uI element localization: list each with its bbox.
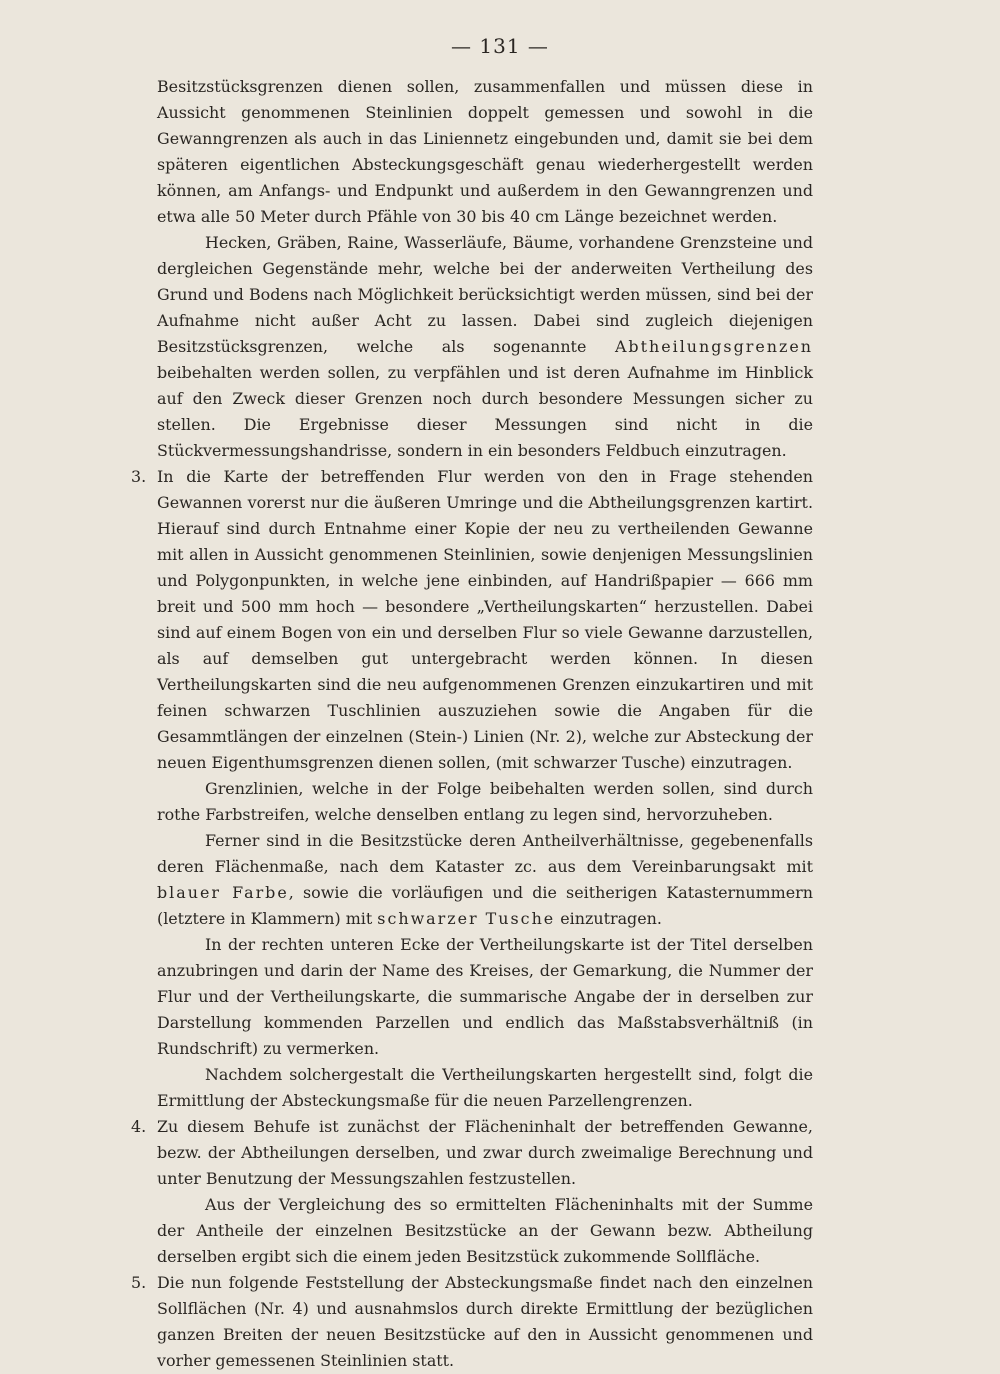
paragraph: Grenzlinien, welche in der Folge beibehalten werden sollen, sind durch rothe Farbstreifen, welche denselben entlang zu legen sind, hervorzuheben. <box>157 779 813 824</box>
list-item <box>131 1270 813 1374</box>
list-item-text: Zu diesem Behufe ist zunächst der Flächeninhalt der betreffenden Gewanne, bezw. der Abtheilungen derselben, und zwar durch zweimalige Berechnung und unter Benutzung der Messungszahlen festzustellen. <box>157 1117 813 1188</box>
paragraph: Ferner sind in die Besitzstücke deren Antheilverhältnisse, gegebenenfalls deren Flächenmaße, nach dem Kataster zc. aus dem Vereinbarungsakt mit blauer Farbe, sowie die vorläufigen und die seitherigen Katasternummern (letztere in Klammern) mit schwarzer Tusche einzutragen. <box>157 831 813 928</box>
list-item <box>131 464 813 776</box>
list-item-text: In die Karte der betreffenden Flur werden von den in Frage stehenden Gewannen vorerst nur die äußeren Umringe und die Abtheilungsgrenzen kartirt. Hierauf sind durch Entnahme einer Kopie der neu zu vertheilenden Gewanne mit allen in Aussicht genommenen Steinlinien, sowie denjenigen Messungslinien und Polygonpunkten, in welche jene einbinden, auf Handrißpapier — 666 mm breit und 500 mm hoch — besondere „Vertheilungskarten“ herzustellen. Dabei sind auf einem Bogen von ein und derselben Flur so viele Gewanne darzustellen, als auf demselben gut untergebracht werden können. In diesen Vertheilungskarten sind die neu aufgenommenen Grenzen einzukartiren und mit feinen schwarzen Tuschlinien auszuziehen sowie die Angaben für die Gesammtlängen der einzelnen (Stein-) Linien (Nr. 2), welche zur Absteckung der neuen Eigenthumsgrenzen dienen sollen, (mit schwarzer Tusche) einzutragen. <box>157 467 813 772</box>
list-item-number: 5. <box>131 1273 147 1292</box>
list-item-number: 3. <box>131 467 147 486</box>
page-number: — 131 — <box>451 34 549 58</box>
body-text <box>131 74 813 1374</box>
emphasized-term: schwarzer Tusche <box>377 909 556 928</box>
paragraph: Besitzstücksgrenzen dienen sollen, zusammenfallen und müssen diese in Aussicht genommenen Steinlinien doppelt gemessen und sowohl in die Gewanngrenzen als auch in das Liniennetz eingebunden und, damit sie bei dem späteren eigentlichen Absteckungsgeschäft genau wiederhergestellt werden können, am Anfangs- und Endpunkt und außerdem in den Gewanngrenzen und etwa alle 50 Meter durch Pfähle von 30 bis 40 cm Länge bezeichnet werden. <box>157 77 813 226</box>
list-item-text: Die nun folgende Feststellung der Absteckungsmaße findet nach den einzelnen Sollflächen (Nr. 4) und ausnahmslos durch direkte Ermittlung der bezüglichen ganzen Breiten der neuen Besitzstücke auf den in Aussicht genommenen und vorher gemessenen Steinlinien statt. <box>157 1273 813 1370</box>
emphasized-term: blauer Farbe <box>157 883 289 902</box>
emphasized-term: Abtheilungsgrenzen <box>614 337 813 356</box>
paragraph: In der rechten unteren Ecke der Vertheilungskarte ist der Titel derselben anzubringen und darin der Name des Kreises, der Gemarkung, die Nummer der Flur und der Vertheilungskarte, die summarische Angabe der in derselben zur Darstellung kommenden Parzellen und endlich das Maßstabsverhältniß (in Rundschrift) zu vermerken. <box>157 935 813 1058</box>
paragraph: Aus der Vergleichung des so ermittelten Flächeninhalts mit der Summe der Antheile der einzelnen Besitzstücke an der Gewann bezw. Abtheilung derselben ergibt sich die einem jeden Besitzstück zukommende Sollfläche. <box>157 1195 813 1266</box>
list-item-number: 4. <box>131 1117 147 1136</box>
paragraph: Hecken, Gräben, Raine, Wasserläufe, Bäume, vorhandene Grenzsteine und dergleichen Gegenstände mehr, welche bei der anderweiten Vertheilung des Grund und Bodens nach Möglichkeit berücksichtigt werden müssen, sind bei der Aufnahme nicht außer Acht zu lassen. Dabei sind zugleich diejenigen Besitzstücksgrenzen, welche als sogenannte Abtheilungsgrenzen beibehalten werden sollen, zu verpfählen und ist deren Aufnahme im Hinblick auf den Zweck dieser Grenzen noch durch besondere Messungen sicher zu stellen. Die Ergebnisse dieser Messungen sind nicht in die Stückvermessungshandrisse, sondern in ein besonders Feldbuch einzutragen. <box>157 233 813 460</box>
paragraph: Nachdem solchergestalt die Vertheilungskarten hergestellt sind, folgt die Ermittlung der Absteckungsmaße für die neuen Parzellengrenzen. <box>157 1065 813 1110</box>
list-item <box>131 1114 813 1192</box>
